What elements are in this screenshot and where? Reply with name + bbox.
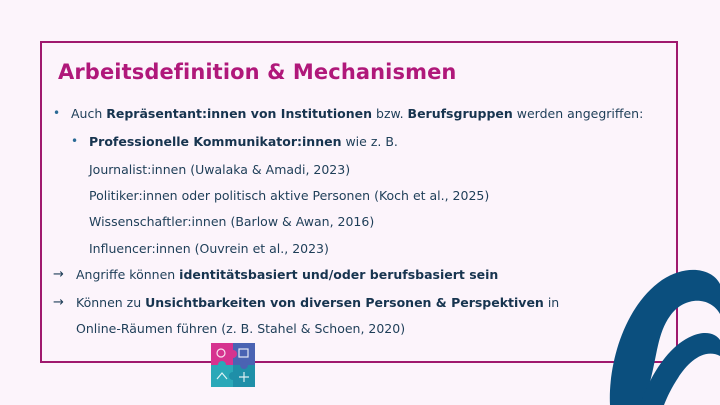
example-journalists: Journalist:innen (Uwalaka & Amadi, 2023) bbox=[89, 162, 351, 177]
bullet-communicators: Professionelle Kommunikator:innen wie z. B. bbox=[89, 134, 398, 149]
bullet-institutions: Auch Repräsentant:innen von Institutionen bzw. Berufsgruppen werden angegriffen: bbox=[71, 106, 644, 121]
example-scientists: Wissenschaftler:innen (Barlow & Awan, 2016) bbox=[89, 214, 375, 229]
arrow-point-invisibility: Können zu Unsichtbarkeiten von diversen Personen & Perspektiven in bbox=[76, 295, 560, 310]
arrow-right-icon: → bbox=[53, 267, 64, 282]
example-politicians: Politiker:innen oder politisch aktive Personen (Koch et al., 2025) bbox=[89, 188, 490, 203]
slide-title: Arbeitsdefinition & Mechanismen bbox=[58, 60, 457, 84]
bullet-icon: • bbox=[53, 106, 61, 120]
puzzle-logo-icon bbox=[211, 343, 255, 387]
arrow-point-invisibility-cont: Online-Räumen führen (z. B. Stahel & Schoen, 2020) bbox=[76, 321, 406, 336]
sub-bullet-icon: • bbox=[71, 134, 79, 148]
arrow-point-identity: Angriffe können identitätsbasiert und/oder berufsbasiert sein bbox=[76, 267, 499, 282]
wave-decoration bbox=[596, 258, 720, 405]
arrow-right-icon: → bbox=[53, 295, 64, 310]
example-influencers: Influencer:innen (Ouvrein et al., 2023) bbox=[89, 241, 329, 256]
